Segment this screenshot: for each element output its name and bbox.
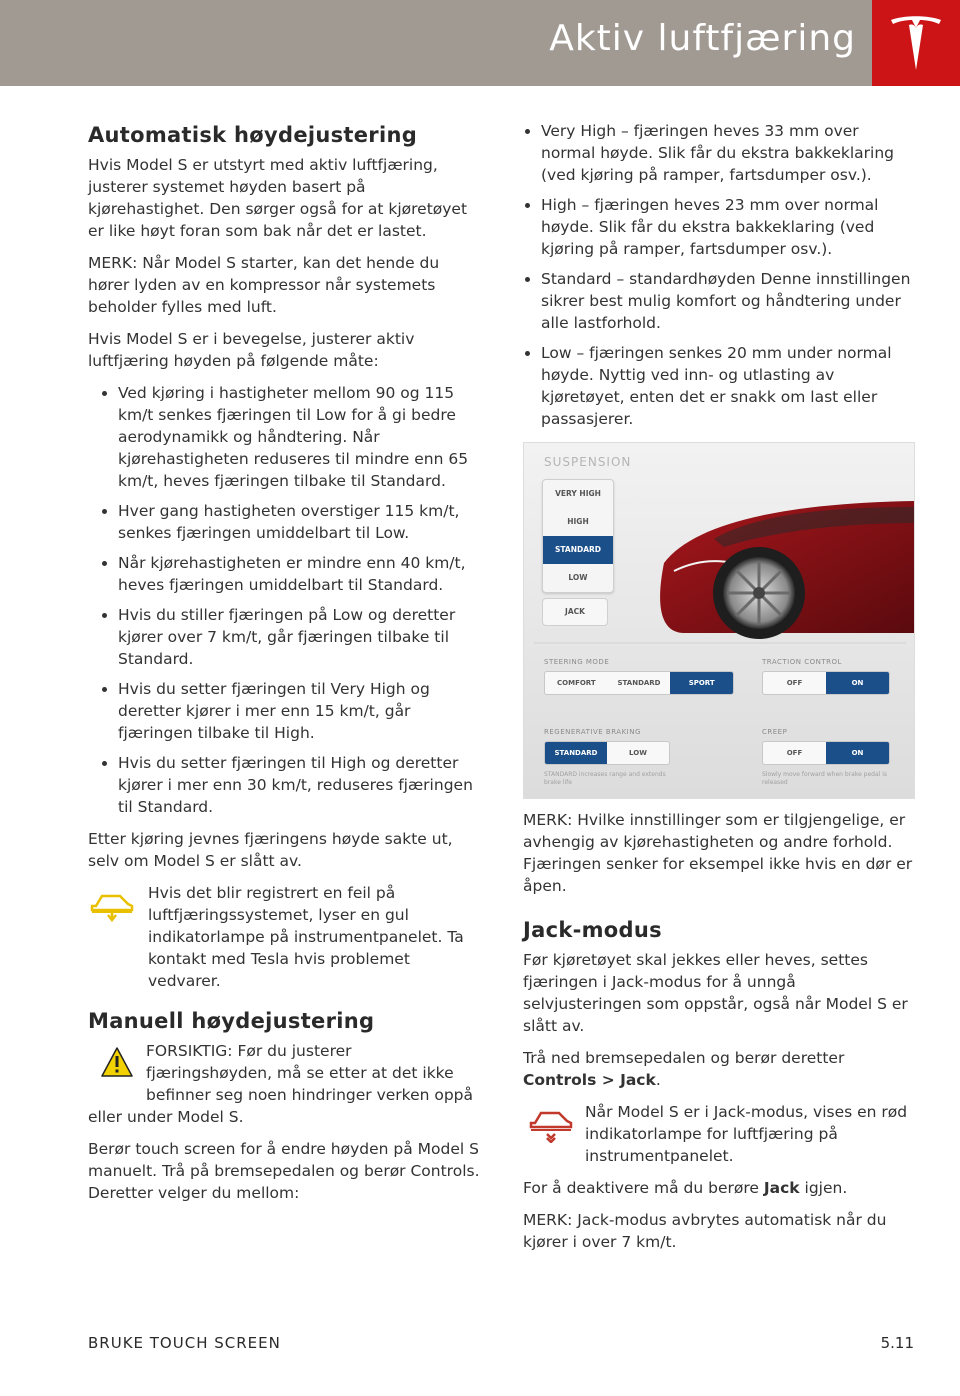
- fault-note: [88, 882, 480, 992]
- screenshot-title: SUSPENSION: [544, 455, 632, 469]
- paragraph-controls-jack: [523, 1047, 915, 1091]
- creep-label: CREEP: [762, 728, 788, 736]
- list-item: High – fjæringen heves 23 mm over normal høyde. Slik får du ekstra bakkeklaring (ved kjøring på ramper, fartsdumper osv.).: [523, 194, 915, 260]
- list-item: Ved kjøring i hastigheter mellom 90 og 115 km/t senkes fjæringen til Low for å gi bedre aerodynamikk og håndtering. Når kjørehastigheten reduseres til mindre enn 65 km/t, heves fjæringen tilbake til Standard.: [100, 382, 480, 492]
- height-low-button[interactable]: LOW: [568, 573, 588, 582]
- paragraph: Hvis Model S er utstyrt med aktiv luftfjæring, justerer systemet høyden basert på kjørehastighet. Den sørger også for at kjøretøyet er like høyt foran som bak når det er lastet.: [88, 156, 468, 240]
- note-paragraph: MERK: Jack-modus avbrytes automatisk når du kjører i over 7 km/t.: [523, 1211, 887, 1251]
- regen-low-button[interactable]: LOW: [629, 749, 647, 757]
- traction-control-label: TRACTION CONTROL: [762, 658, 842, 666]
- list-item: Når kjørehastigheten er mindre enn 40 km/t, heves fjæringen umiddelbart til Standard.: [100, 552, 480, 596]
- suspension-fault-icon: [88, 888, 136, 930]
- steering-comfort-button[interactable]: COMFORT: [557, 679, 596, 687]
- jack-keyword: Jack: [763, 1179, 800, 1197]
- steering-mode-label: STEERING MODE: [544, 658, 610, 666]
- jack-button[interactable]: JACK: [542, 598, 608, 626]
- height-standard-button[interactable]: STANDARD: [543, 536, 613, 564]
- right-column: [523, 120, 915, 1263]
- controls-jack-path: Controls > Jack: [523, 1071, 656, 1089]
- paragraph: Berør touch screen for å endre høyden på Model S manuelt. Trå på bremsepedalen og berør Controls. Deretter velger du mellom:: [88, 1140, 480, 1202]
- list-item: Hvis du setter fjæringen til High og deretter kjører i mer enn 30 km/t, reduseres fjæringen til Standard.: [100, 752, 480, 818]
- list-item: Hvis du stiller fjæringen på Low og deretter kjører over 7 km/t, går fjæringen tilbake til Standard.: [100, 604, 480, 670]
- warning-triangle-icon: [100, 1046, 134, 1084]
- regen-standard-button[interactable]: STANDARD: [545, 742, 607, 764]
- paragraph-deactivate: [523, 1177, 915, 1199]
- left-column: [88, 120, 480, 1214]
- footer-section: BRUKE TOUCH SCREEN: [88, 1334, 281, 1352]
- page-number: 5.11: [880, 1334, 914, 1352]
- tesla-logo-icon: [889, 14, 943, 72]
- heading-jack-mode: Jack-modus: [523, 918, 662, 942]
- height-options-list: [523, 120, 915, 430]
- list-item: Hver gang hastigheten overstiger 115 km/t, senkes fjæringen umiddelbart til Low.: [100, 500, 480, 544]
- list-item: Hvis du setter fjæringen til Very High og deretter kjører i mer enn 15 km/t, går fjæringen tilbake til High.: [100, 678, 480, 744]
- list-item: Very High – fjæringen heves 33 mm over normal høyde. Slik får du ekstra bakkeklaring (ved kjøring på ramper, fartsdumper osv.).: [523, 120, 915, 186]
- steering-standard-button[interactable]: STANDARD: [617, 679, 661, 687]
- text: For å deaktivere må du berøre: [523, 1179, 759, 1197]
- steering-mode-selector[interactable]: [544, 671, 734, 695]
- regen-braking-hint: STANDARD increases range and extends brake life: [544, 771, 666, 786]
- page-title: Aktiv luftfjæring: [549, 18, 856, 59]
- creep-off-button[interactable]: OFF: [786, 749, 803, 757]
- traction-control-selector[interactable]: [762, 671, 890, 695]
- height-selector[interactable]: [542, 479, 614, 593]
- suspension-jack-indicator-icon: [527, 1107, 575, 1149]
- tesla-logo: [872, 0, 960, 86]
- suspension-screenshot: [523, 442, 915, 799]
- jack-indicator-note: [523, 1101, 915, 1167]
- list-item: Low – fjæringen senkes 20 mm under normal høyde. Nyttig ved inn- og utlasting av kjøretøyet, enten det er snakk om last eller passasjerer.: [523, 342, 915, 430]
- creep-hint: Slowly move forward when brake pedal is released: [762, 771, 888, 786]
- text: Trå ned bremsepedalen og berør deretter: [523, 1049, 845, 1067]
- caution-text: FORSIKTIG: Før du justerer fjæringshøyden, må se etter at det ikke befinner seg noen hindringer verken oppå eller under Model S.: [88, 1042, 474, 1126]
- regen-braking-selector[interactable]: [544, 741, 670, 765]
- list-item: Standard – standardhøyden Denne innstillingen sikrer best mulig komfort og håndtering under alle lastforhold.: [523, 268, 915, 334]
- steering-sport-button[interactable]: SPORT: [670, 672, 733, 694]
- heading-automatic-height: Automatisk høydejustering: [88, 123, 418, 147]
- height-high-button[interactable]: HIGH: [567, 517, 589, 526]
- height-very-high-button[interactable]: VERY HIGH: [555, 489, 601, 498]
- creep-on-button[interactable]: ON: [826, 742, 889, 764]
- creep-selector[interactable]: [762, 741, 890, 765]
- traction-off-button[interactable]: OFF: [786, 679, 803, 687]
- paragraph: Etter kjøring jevnes fjæringens høyde sakte ut, selv om Model S er slått av.: [88, 830, 453, 870]
- heading-manual-height: Manuell høydejustering: [88, 1009, 375, 1033]
- traction-on-button[interactable]: ON: [826, 672, 889, 694]
- paragraph: Hvis Model S er i bevegelse, justerer aktiv luftfjæring høyden på følgende måte:: [88, 330, 415, 370]
- regen-braking-label: REGENERATIVE BRAKING: [544, 728, 641, 736]
- caution-block: [88, 1040, 480, 1128]
- note-paragraph: MERK: Når Model S starter, kan det hende du hører lyden av en kompressor når systemets beholder fylles med luft.: [88, 254, 440, 316]
- jack-indicator-text: Når Model S er i Jack-modus, vises en rød indikatorlampe for luftfjæring på instrumentpanelet.: [585, 1103, 908, 1165]
- paragraph: Før kjøretøyet skal jekkes eller heves, settes fjæringen i Jack-modus for å unngå selvjusteringen som oppstår, også når Model S er slått av.: [523, 951, 908, 1035]
- text: .: [655, 1071, 661, 1089]
- fault-note-text: Hvis det blir registrert en feil på luftfjæringssystemet, lyser en gul indikatorlampe på instrumentpanelet. Ta kontakt med Tesla hvis problemet vedvarer.: [148, 884, 464, 990]
- text: igjen.: [804, 1179, 848, 1197]
- speed-rules-list: [88, 382, 480, 818]
- page-header: [0, 0, 960, 86]
- note-paragraph: MERK: Hvilke innstillinger som er tilgjengelige, er avhengig av kjørehastigheten og andre forhold. Fjæringen senker for eksempel ikke hvis en dør er åpen.: [523, 811, 913, 895]
